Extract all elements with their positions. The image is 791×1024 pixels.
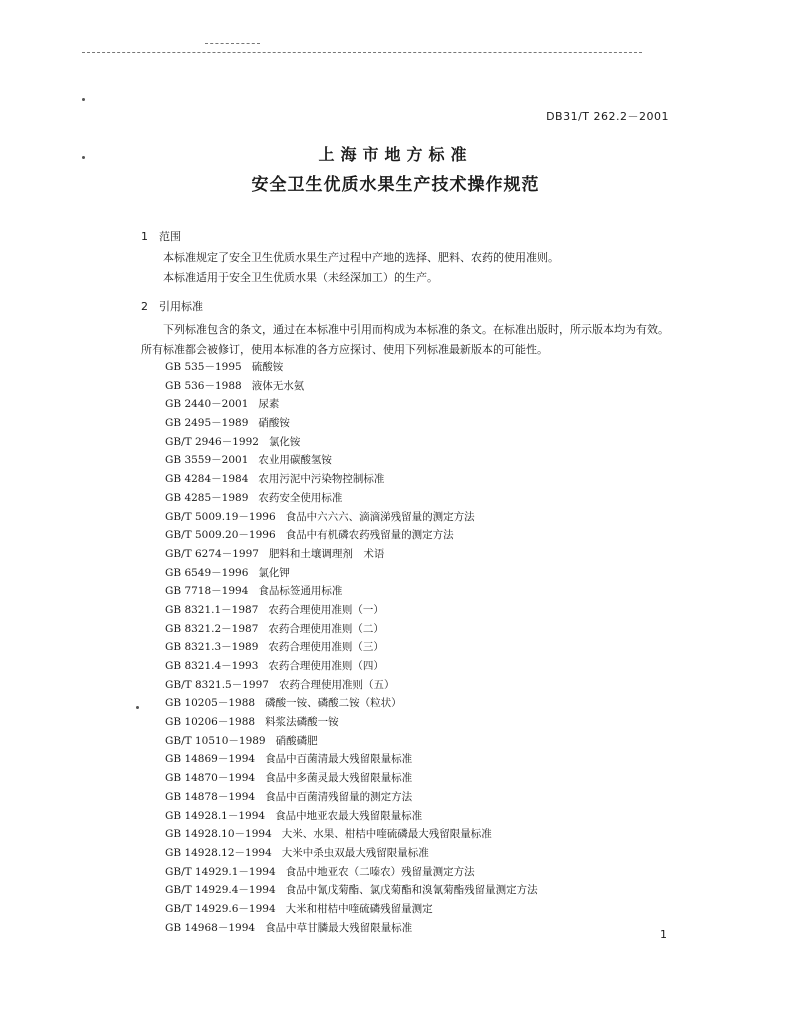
reference-item <box>165 807 538 826</box>
reference-item <box>165 545 538 564</box>
scan-artifact-dot <box>82 98 85 101</box>
reference-title: 食品中有机磷农药残留量的测定方法 <box>285 529 454 542</box>
reference-title: 料浆法磷酸一铵 <box>265 716 339 729</box>
reference-code: GB 14928.12－1994 <box>165 846 272 859</box>
section-title: 引用标准 <box>159 300 203 313</box>
document-title-line2: 安全卫生优质水果生产技术操作规范 <box>251 175 540 195</box>
scan-artifact-line <box>82 52 642 53</box>
reference-code: GB 8321.3－1989 <box>165 641 259 654</box>
reference-code: GB 14928.10－1994 <box>165 828 272 841</box>
reference-title: 大米和柑桔中喹硫磷残留量测定 <box>285 902 433 915</box>
reference-item <box>165 508 538 527</box>
reference-title: 农用污泥中污染物控制标准 <box>258 473 385 486</box>
reference-title: 肥料和土壤调理剂 术语 <box>268 547 385 560</box>
reference-item <box>165 769 538 788</box>
reference-item <box>165 676 538 695</box>
reference-item <box>165 657 538 676</box>
reference-item <box>165 620 538 639</box>
section-2-intro: 下列标准包含的条文，通过在本标准中引用而构成为本标准的条文。在标准出版时，所示版本均为有效。所有标准都会被修订，使用本标准的各方应探讨、使用下列标准最新版本的可能性。 <box>141 323 669 356</box>
reference-item <box>165 844 538 863</box>
reference-title: 农药合理使用准则（四） <box>268 660 384 672</box>
section-1-paragraph-1: 本标准规定了安全卫生优质水果生产过程中产地的选择、肥料、农药的使用准则。 <box>163 251 559 264</box>
reference-code: GB 4285－1989 <box>165 491 249 504</box>
reference-code: GB/T 5009.19－1996 <box>165 510 276 523</box>
reference-title: 食品中百菌清最大残留限量标准 <box>265 753 413 766</box>
reference-item <box>165 863 538 882</box>
reference-title: 食品标签通用标准 <box>258 585 343 598</box>
reference-item <box>165 526 538 545</box>
reference-item <box>165 713 538 732</box>
reference-code: GB/T 14929.4－1994 <box>165 884 276 897</box>
reference-code: GB 3559－2001 <box>165 454 249 467</box>
reference-item <box>165 825 538 844</box>
section-1-paragraph-2: 本标准适用于安全卫生优质水果（未经深加工）的生产。 <box>163 271 438 284</box>
reference-code: GB 14869－1994 <box>165 753 256 766</box>
reference-item <box>165 470 538 489</box>
document-title-line1: 上海市地方标准 <box>318 145 473 164</box>
reference-code: GB 4284－1984 <box>165 473 249 486</box>
reference-code: GB 14968－1994 <box>165 921 256 934</box>
reference-code: GB/T 5009.20－1996 <box>165 529 276 542</box>
reference-item <box>165 489 538 508</box>
section-1-heading <box>141 228 181 244</box>
reference-title: 食品中氰戊菊酯、氯戊菊酯和溴氰菊酯残留量测定方法 <box>285 884 538 897</box>
reference-item <box>165 433 538 452</box>
reference-item <box>165 900 538 919</box>
reference-title: 食品中多菌灵最大残留限量标准 <box>265 772 413 785</box>
reference-code: GB/T 10510－1989 <box>165 734 266 747</box>
section-number: 1 <box>141 230 148 243</box>
scan-artifact-dot <box>136 706 139 709</box>
reference-code: GB/T 14929.1－1994 <box>165 865 276 878</box>
reference-title: 食品中六六六、滴滴涕残留量的测定方法 <box>285 510 475 523</box>
reference-code: GB 6549－1996 <box>165 566 249 579</box>
reference-item <box>165 881 538 900</box>
section-2-heading <box>141 298 203 314</box>
document-number: DB31/T 262.2－2001 <box>546 110 669 123</box>
reference-item <box>165 377 538 396</box>
reference-item <box>165 732 538 751</box>
reference-title: 液体无水氨 <box>251 379 305 392</box>
reference-code: GB 536－1988 <box>165 379 242 392</box>
reference-title: 食品中地亚农（二嗪农）残留量测定方法 <box>285 865 475 878</box>
reference-title: 食品中草甘膦最大残留限量标准 <box>265 921 413 934</box>
reference-item <box>165 919 538 938</box>
reference-title: 大米、水果、柑桔中喹硫磷最大残留限量标准 <box>281 828 492 841</box>
reference-item <box>165 582 538 601</box>
reference-code: GB 8321.1－1987 <box>165 603 259 616</box>
reference-item <box>165 358 538 377</box>
reference-code: GB 2495－1989 <box>165 417 249 430</box>
reference-code: GB 10205－1988 <box>165 697 256 710</box>
reference-item <box>165 694 538 713</box>
page-number: 1 <box>660 928 667 941</box>
reference-title: 农药安全使用标准 <box>258 491 343 504</box>
reference-title: 氯化铵 <box>268 435 301 448</box>
reference-code: GB/T 14929.6－1994 <box>165 902 276 915</box>
reference-code: GB 7718－1994 <box>165 585 249 598</box>
reference-code: GB 10206－1988 <box>165 716 256 729</box>
reference-code: GB 14928.1－1994 <box>165 809 266 822</box>
reference-title: 氯化钾 <box>258 566 290 579</box>
reference-item <box>165 788 538 807</box>
reference-code: GB 8321.2－1987 <box>165 622 259 635</box>
reference-code: GB 14878－1994 <box>165 790 256 803</box>
reference-title: 磷酸一铵、磷酸二铵（粒状） <box>265 697 402 710</box>
reference-item <box>165 564 538 583</box>
reference-list <box>165 358 538 937</box>
reference-title: 硝酸磷肥 <box>275 734 318 747</box>
reference-title: 农药合理使用准则（一） <box>268 603 384 616</box>
reference-item <box>165 750 538 769</box>
reference-title: 硝酸铵 <box>258 417 290 430</box>
reference-code: GB/T 8321.5－1997 <box>165 678 269 691</box>
reference-item <box>165 451 538 470</box>
reference-code: GB/T 6274－1997 <box>165 547 259 560</box>
section-number: 2 <box>141 300 148 313</box>
reference-title: 大米中杀虫双最大残留限量标准 <box>281 846 429 859</box>
reference-title: 农业用碳酸氢铵 <box>258 454 332 467</box>
reference-item <box>165 395 538 414</box>
reference-title: 食品中地亚农最大残留限量标准 <box>275 809 423 822</box>
reference-code: GB 535－1995 <box>165 361 242 373</box>
reference-title: 农药合理使用准则（三） <box>268 641 384 654</box>
section-title: 范围 <box>159 230 181 243</box>
reference-code: GB 2440－2001 <box>165 398 249 411</box>
reference-title: 尿素 <box>258 398 280 411</box>
reference-code: GB/T 2946－1992 <box>165 435 259 448</box>
scan-artifact-line <box>205 43 260 44</box>
reference-title: 硫酸铵 <box>251 361 284 373</box>
reference-code: GB 14870－1994 <box>165 772 256 785</box>
reference-title: 食品中百菌清残留量的测定方法 <box>265 790 413 803</box>
reference-title: 农药合理使用准则（二） <box>268 622 384 635</box>
reference-code: GB 8321.4－1993 <box>165 660 259 672</box>
reference-item <box>165 601 538 620</box>
reference-item <box>165 414 538 433</box>
reference-title: 农药合理使用准则（五） <box>278 678 395 691</box>
reference-item <box>165 638 538 657</box>
